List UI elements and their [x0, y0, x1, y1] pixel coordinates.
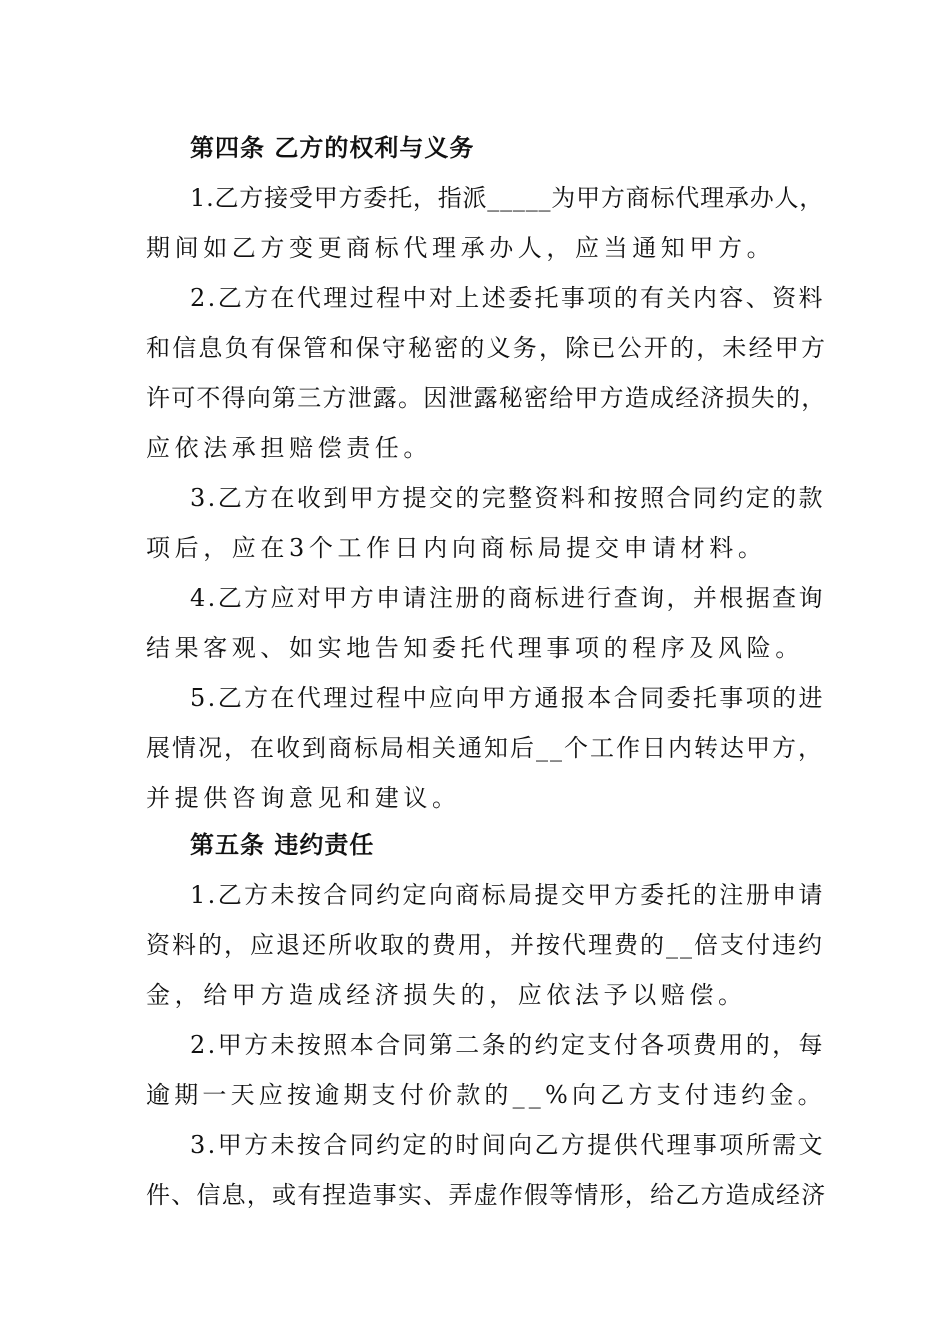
- clause-line: 和信息负有保管和保守秘密的义务，除已公开的，未经甲方: [146, 334, 828, 362]
- section-heading: 第四条 乙方的权利与义务: [190, 134, 475, 162]
- clause-line: 3.乙方在收到甲方提交的完整资料和按照合同约定的款: [190, 484, 825, 512]
- clause-line: 件、信息，或有捏造事实、弄虚作假等情形，给乙方造成经济: [146, 1181, 827, 1209]
- clause-line: 1.乙方接受甲方委托，指派_____为甲方商标代理承办人，: [190, 184, 825, 212]
- clause-line: 期间如乙方变更商标代理承办人，应当通知甲方。: [146, 234, 776, 262]
- clause-line: 并提供咨询意见和建议。: [146, 784, 461, 812]
- clause-line: 2.乙方在代理过程中对上述委托事项的有关内容、资料: [190, 284, 825, 312]
- clause-line: 展情况，在收到商标局相关通知后__个工作日内转达甲方，: [146, 734, 824, 762]
- section-heading: 第五条 违约责任: [190, 831, 375, 859]
- clause-line: 2.甲方未按照本合同第二条的约定支付各项费用的，每: [190, 1031, 825, 1059]
- clause-line: 1.乙方未按合同约定向商标局提交甲方委托的注册申请: [190, 881, 825, 909]
- clause-line: 许可不得向第三方泄露。因泄露秘密给甲方造成经济损失的，: [146, 384, 827, 412]
- clause-line: 4.乙方应对甲方申请注册的商标进行查询，并根据查询: [190, 584, 825, 612]
- clause-line: 5.乙方在代理过程中应向甲方通报本合同委托事项的进: [190, 684, 825, 712]
- clause-line: 逾期一天应按逾期支付价款的__%向乙方支付违约金。: [146, 1081, 826, 1109]
- clause-line: 3.甲方未按合同约定的时间向乙方提供代理事项所需文: [190, 1131, 825, 1159]
- clause-line: 应依法承担赔偿责任。: [146, 434, 432, 462]
- clause-line: 金，给甲方造成经济损失的，应依法予以赔偿。: [146, 981, 747, 1009]
- clause-line: 资料的，应退还所收取的费用，并按代理费的__倍支付违约: [146, 931, 824, 959]
- clause-line: 结果客观、如实地告知委托代理事项的程序及风险。: [146, 634, 804, 662]
- clause-line: 项后，应在3个工作日内向商标局提交申请材料。: [146, 534, 767, 562]
